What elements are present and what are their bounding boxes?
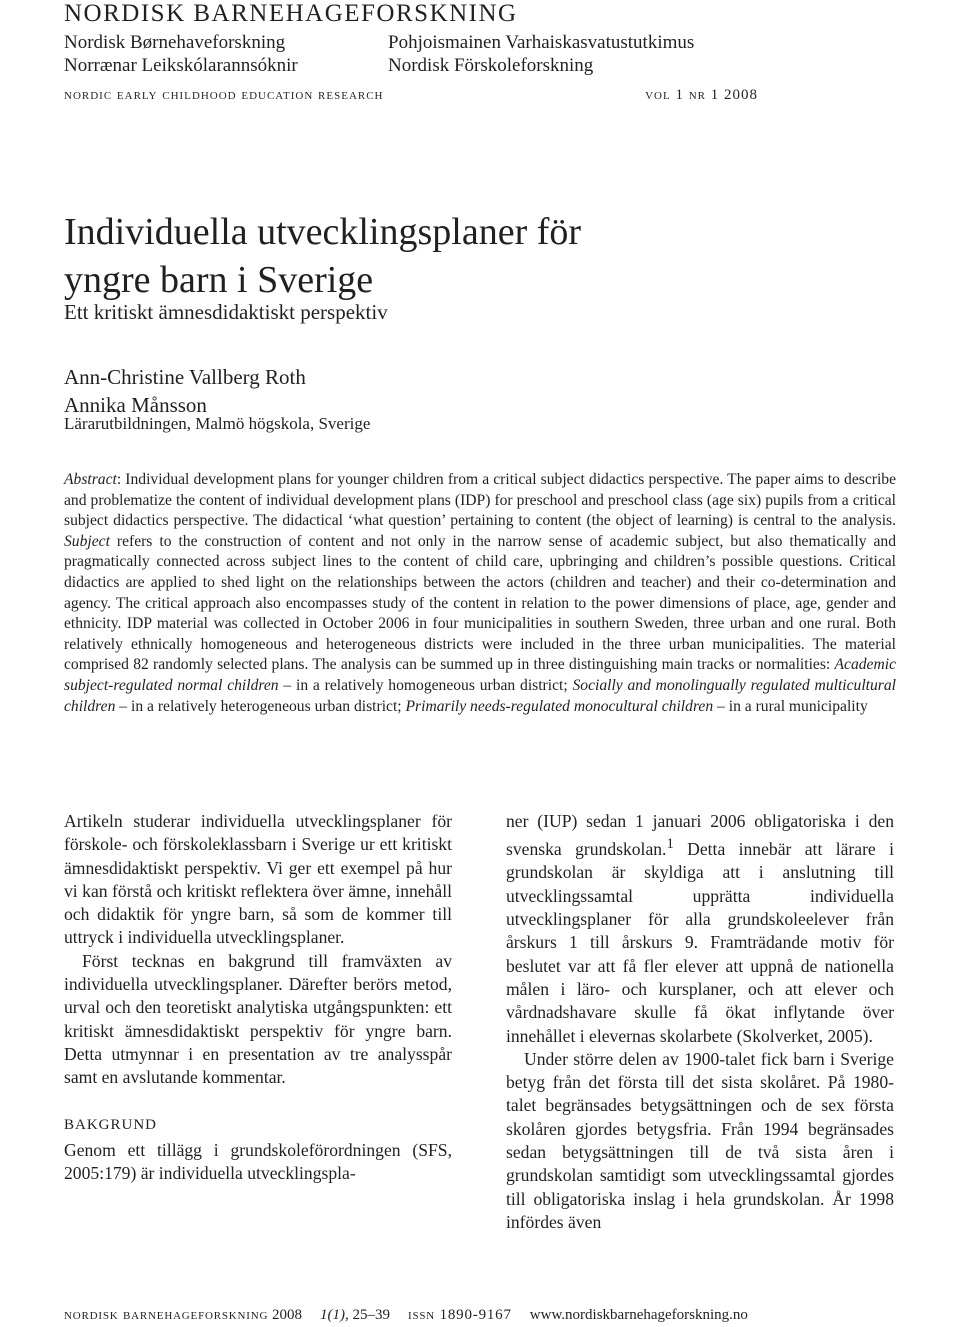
article-title	[64, 208, 581, 304]
body-paragraph: Genom ett tillägg i grundskoleförordningen (SFS, 2005:179) är individuella utvecklingspla-	[64, 1139, 452, 1184]
affiliation: Lärarutbildningen, Malmö högskola, Sverige	[64, 414, 371, 433]
journal-english-title: nordic early childhood education research	[64, 87, 384, 103]
abstract	[64, 470, 896, 717]
footer-journal-name: nordisk barnehageforskning	[64, 1307, 269, 1323]
footer-volume: 1(1)	[319, 1307, 345, 1323]
abstract-text: – in a relatively heterogeneous urban district;	[115, 697, 406, 715]
footer-citation	[320, 1307, 390, 1324]
section-heading: BAKGRUND	[64, 1116, 158, 1133]
abstract-text: – in a relatively homogeneous urban district;	[278, 676, 573, 694]
author-name: Annika Månsson	[64, 393, 207, 417]
abstract-text: refers to the construction of content and not only in the narrow sense of academic subject, but also thematically and pragmatically connected across subject lines to the content of child care, upbringing and children’s possible questions. Critical didactics are applied to shed light on the relationships between the actors (children and teacher) and their co-determination and agency. The critical approach also encompasses study of the content in relation to the power dimensions of place, age, gender and ethnicity. IDP material was collected in October 2006 in four municipalities in southern Sweden, three urban and one rural. Both relatively ethnically homogeneous and heterogeneous districts were included in the three urban municipalities. The material comprised 82 randomly selected plans. The analysis can be summed up in three distinguishing main tracks or normalities:	[64, 532, 896, 674]
language-names-left	[64, 31, 298, 77]
footer-pages: , 25–39	[344, 1307, 390, 1323]
abstract-track: Academic subject-regulated normal children	[64, 656, 896, 694]
language-name: Pohjoismainen Varhaiskasvatustutkimus	[388, 32, 695, 53]
language-names-right	[388, 31, 694, 77]
article-title-line: yngre barn i Sverige	[64, 259, 374, 301]
body-paragraph: Artikeln studerar individuella utvecklingsplaner för förskole- och förskoleklassbarn i Sverige ur ett kritiskt ämnesdidaktiskt perspektiv. Vi ger ett exempel på hur vi kan förstå och kritiskt reflektera över ämne, innehåll och didaktik för yngre barn, så som de kommer till uttryck i individuella utvecklingsplaner.	[64, 811, 452, 948]
article-subtitle: Ett kritiskt ämnesdidaktiskt perspektiv	[64, 300, 388, 324]
language-name: Nordisk Børnehaveforskning	[64, 32, 286, 53]
abstract-text: – in a rural municipality	[713, 697, 868, 715]
journal-subtitle-line	[64, 87, 758, 104]
author-name: Ann-Christine Vallberg Roth	[64, 365, 306, 389]
language-name: Norrænar Leikskólarannsóknir	[64, 55, 298, 76]
article-title-line: Individuella utvecklingsplaner för	[64, 211, 582, 253]
abstract-emphasis: Subject	[64, 532, 110, 550]
abstract-text: : Individual development plans for younger children from a critical subject didactics perspective. The paper aims to describe and problematize the content of individual development plans (IDP) for preschool and preschool class (age six) pupils from a critical subject didactics perspective. The didactical ‘what question’ pertaining to content (the object of learning) is central to the analysis.	[64, 471, 896, 530]
abstract-label: Abstract	[64, 471, 117, 488]
issue-info: vol 1 nr 1 2008	[645, 87, 758, 103]
body-paragraph	[506, 810, 894, 1048]
body-paragraph: Först tecknas en bakgrund till framväxten av individuella utvecklingsplaner. Därefter berörs metod, urval och den teoretiskt analytiska utgångspunkten: ett kritiskt ämnesdidaktiskt perspektiv för yngre barn. Detta utmynnar i en presentation av tre analysspår samt en avslutande kommentar.	[64, 950, 452, 1088]
abstract-track: Primarily needs-regulated monocultural children	[405, 697, 714, 715]
authors	[64, 363, 306, 419]
footer-year: 2008	[271, 1307, 302, 1323]
footer-issn: issn 1890-9167	[407, 1307, 512, 1323]
journal-title: NORDISK BARNEHAGEFORSKNING	[64, 0, 518, 27]
body-column-right	[506, 810, 894, 1234]
footer-journal	[64, 1307, 302, 1324]
language-name: Nordisk Förskoleforskning	[388, 55, 594, 76]
abstract-track: Socially and monolingually regulated multicultural children	[64, 676, 896, 715]
abstract-paragraph	[64, 470, 896, 717]
body-text: Detta innebär att lärare i grundskolan är skyldiga att i anslutning till utvecklingssamtal upprätta individuella utvecklingsplaner för alla grundskoleelever från årskurs 1 till årskurs 9. Framträdande motiv för beslutet var att få fler elever att uppnå de nationella målen i läro- och kursplaner, och att elever och vårdnadshavare skulle få ökat inflytande över innehållet i elevernas skolarbete (Skolverket, 2005).	[506, 839, 894, 1046]
body-paragraph: Under större delen av 1900-talet fick barn i Sverige betyg från det första till det sista skolåret. På 1980-talet begränsades betygsättningen och de sex första skolåren gjordes betygsfria. Från 1994 begränsades sedan betygsättningen till de två sista åren i grundskolan samtidigt som utvecklingssamtal gjordes till obligatoriska inslag i hela grundskolan. År 1998 infördes även	[506, 1048, 894, 1232]
page-footer	[64, 1307, 896, 1324]
body-text: ner (IUP) sedan 1 januari 2006 obligatoriska i den svenska grundskolan.	[506, 811, 894, 860]
body-column-left	[64, 810, 452, 1185]
footnote-marker[interactable]: 1	[666, 836, 674, 853]
footer-url[interactable]: www.nordiskbarnehageforskning.no	[529, 1307, 748, 1323]
